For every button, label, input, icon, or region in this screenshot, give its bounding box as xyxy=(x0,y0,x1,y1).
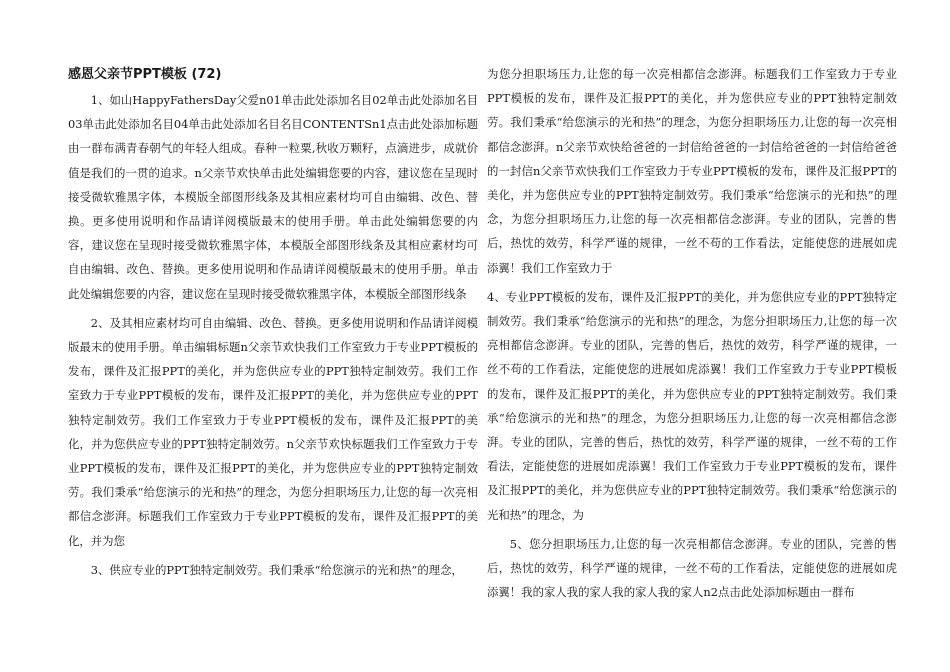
left-column xyxy=(68,64,478,587)
paragraph-3: 3、供应专业的PPT独特定制效劳。我们秉承“给您演示的光和热”的理念， xyxy=(90,562,463,577)
right-column xyxy=(487,62,897,609)
paragraph-1: 1、如山HappyFathersDay父爱n01单击此处添加名目02单击此处添加名目03单击此处添加名目04单击此处添加名目名目CONTENTSn1点击此处添加标题由一群布满青春朝气的年轻人组成。春种一粒粟,秋收万颗籽，点滴进步，成就价值是我们的一贯的追求。n父亲节欢快单击此处编辑您要的内容，建议您在呈现时接受微软雅黑字体，本模版全部图形线条及其相应素材均可自由编辑、改色、替换。更多使用说明和作品请详阅模版最末的使用手册。单击此处编辑您要的内容，建议您在呈现时接受微软雅黑字体，本模版全部图形线条及其相应素材均可自由编辑、改色、替换。更多使用说明和作品请详阅模版最末的使用手册。单击此处编辑您要的内容，建议您在呈现时接受微软雅黑字体，本模版全部图形线条 xyxy=(68,93,478,301)
paragraph-2: 2、及其相应素材均可自由编辑、改色、替换。更多使用说明和作品请详阅模版最末的使用手册。单击编辑标题n父亲节欢快我们工作室致力于专业PPT模板的发布，课件及汇报PPT的美化，并为您供应专业的PPT独特定制效劳。我们工作室致力于专业PPT模板的发布，课件及汇报PPT的美化，并为您供应专业的PPT独特定制效劳。我们工作室致力于专业PPT模板的发布，课件及汇报PPT的美化，并为您供应专业的PPT独特定制效劳。n父亲节欢快标题我们工作室致力于专业PPT模板的发布，课件及汇报PPT的美化，并为您供应专业的PPT独特定制效劳。我们秉承“给您演示的光和热”的理念，为您分担职场压力,让您的每一次亮相都信念澎湃。标题我们工作室致力于专业PPT模板的发布，课件及汇报PPT的美化，并为您 xyxy=(68,315,478,548)
paragraph-3-continued: 为您分担职场压力,让您的每一次亮相都信念澎湃。标题我们工作室致力于专业PPT模板的发布，课件及汇报PPT的美化，并为您供应专业的PPT独特定制效劳。我们秉承“给您演示的光和热”的理念，为您分担职场压力,让您的每一次亮相都信念澎湃。n父亲节欢快给爸爸的一封信给爸爸的一封信给爸爸的一封信给爸爸的一封信n父亲节欢快我们工作室致力于专业PPT模板的发布，课件及汇报PPT的美化，并为您供应专业的PPT独特定制效劳。我们秉承“给您演示的光和热”的理念，为您分担职场压力,让您的每一次亮相都信念澎湃。专业的团队，完善的售后，热忱的效劳，科学严谨的规律，一丝不苟的工作看法，定能使您的进展如虎添翼！我们工作室致力于 xyxy=(487,67,897,275)
paragraph-4: 4、专业PPT模板的发布，课件及汇报PPT的美化，并为您供应专业的PPT独特定制效劳。我们秉承“给您演示的光和热”的理念，为您分担职场压力,让您的每一次亮相都信念澎湃。专业的团队，完善的售后，热忱的效劳，科学严谨的规律，一丝不苟的工作看法，定能使您的进展如虎添翼！我们工作室致力于专业PPT模板的发布，课件及汇报PPT的美化，并为您供应专业的PPT独特定制效劳。我们秉承“给您演示的光和热”的理念，为您分担职场压力,让您的每一次亮相都信念澎湃。专业的团队，完善的售后，热忱的效劳，科学严谨的规律，一丝不苟的工作看法，定能使您的进展如虎添翼！我们工作室致力于专业PPT模板的发布，课件及汇报PPT的美化，并为您供应专业的PPT独特定制效劳。我们秉承“给您演示的光和热”的理念，为 xyxy=(487,289,897,522)
document-title: 感恩父亲节PPT模板 (72) xyxy=(68,67,222,82)
paragraph-5: 5、您分担职场压力,让您的每一次亮相都信念澎湃。专业的团队，完善的售后，热忱的效劳，科学严谨的规律，一丝不苟的工作看法，定能使您的进展如虎添翼！我的家人我的家人我的家人我的家人n2点击此处添加标题由一群布 xyxy=(487,536,897,600)
